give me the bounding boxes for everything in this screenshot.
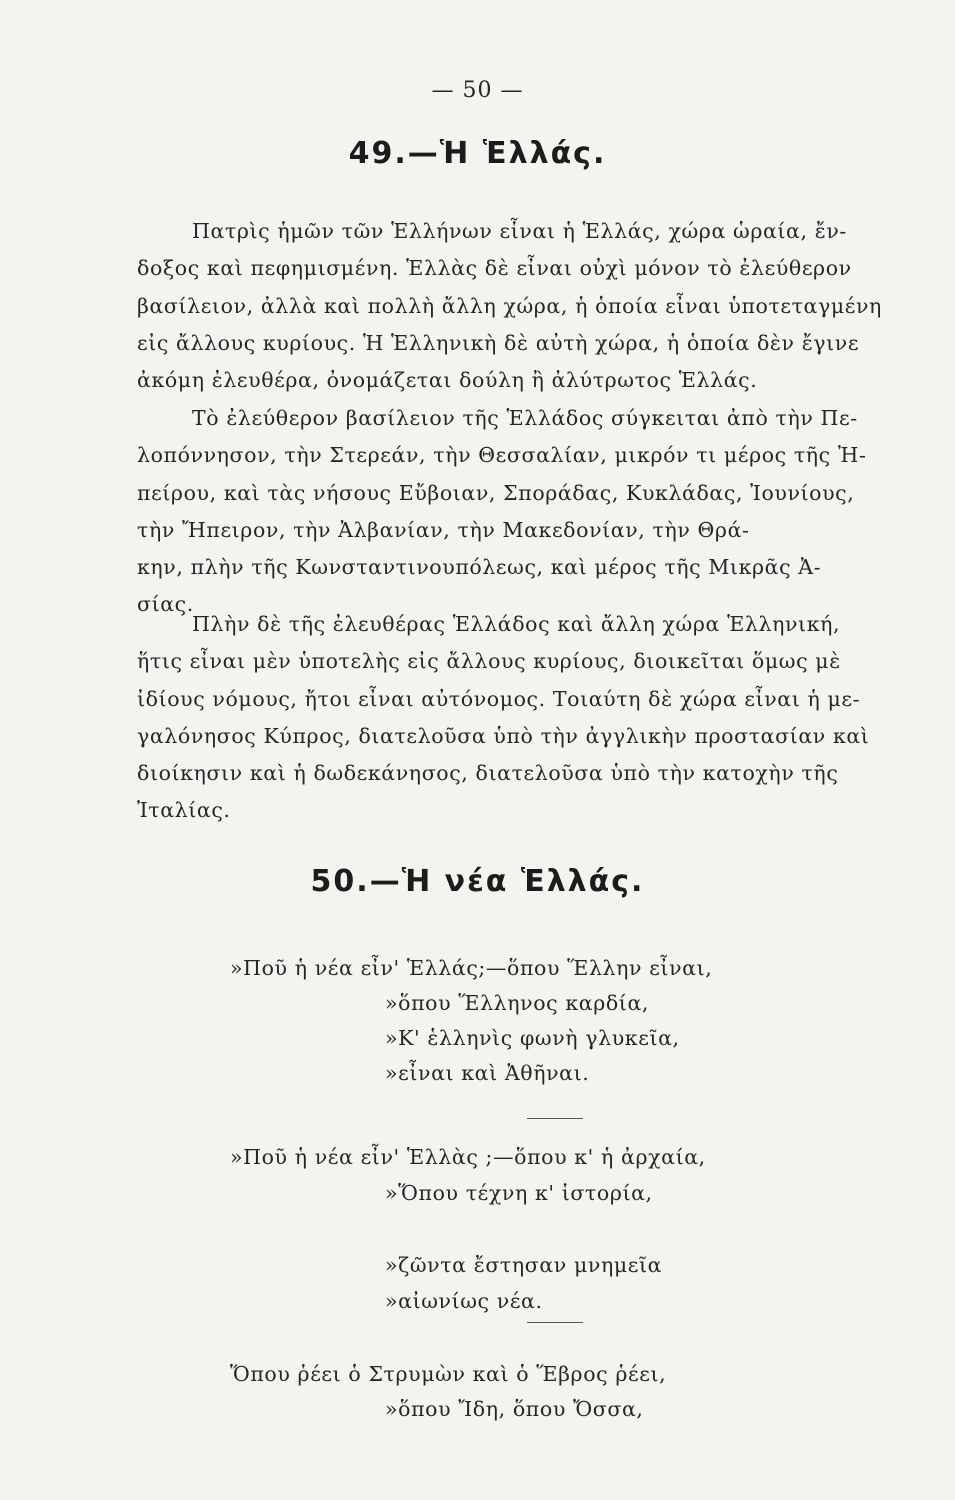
text-line: δοξος καὶ πεφημισμένη. Ἑλλὰς δὲ εἶναι οὐχὶ μόνον τὸ ἐλεύθερον [137,256,852,281]
text-line: κην, πλὴν τῆς Κωνσταντινουπόλεως, καὶ μέρος τῆς Μικρᾶς Ἀ- [137,555,822,580]
stanza-divider [527,1118,583,1119]
verse-line: »εἶναι καὶ Ἀθῆναι. [385,1061,590,1085]
text-line: Πλὴν δὲ τῆς ἐλευθέρας Ἑλλάδος καὶ ἄλλη χώρα Ἑλληνική, [192,612,841,636]
verse-line: »αἰωνίως νέα. [385,1289,543,1313]
verse-line: »ζῶντα ἔστησαν μνημεῖα [385,1253,663,1277]
section-49-paragraph-1 [137,213,907,399]
text-line: πείρου, καὶ τὰς νήσους Εὔβοιαν, Σποράδας, Κυκλάδας, Ἰουνίους, [137,480,855,505]
text-line: ἥτις εἶναι μὲν ὑποτελὴς εἰς ἄλλους κυρίους, διοικεῖται ὅμως μὲ [137,649,841,674]
page-number: — 50 — [431,78,524,103]
text-line: βασίλειον, ἀλλὰ καὶ πολλὴ ἄλλη χώρα, ἡ ὁποία εἶναι ὑποτεταγμένη [137,293,882,318]
section-50-heading: 50.—Ἡ νέα Ἑλλάς. [310,864,645,899]
section-49-paragraph-3 [137,606,907,830]
text-line: ἀκόμη ἐλευθέρα, ὀνομάζεται δούλη ἢ ἀλύτρωτος Ἑλλάς. [137,368,758,393]
verse-line: »ὅπου Ἕλληνος καρδία, [385,991,650,1015]
text-line: Πατρὶς ἡμῶν τῶν Ἑλλήνων εἶναι ἡ Ἑλλάς, χώρα ὡραία, ἔν- [192,219,847,243]
text-line: σίας. [137,592,194,617]
text-line: διοίκησιν καὶ ἡ δωδεκάνησος, διατελοῦσα ὑπὸ τὴν κατοχὴν τῆς [137,761,839,786]
text-line: εἰς ἄλλους κυρίους. Ἡ Ἑλληνικὴ δὲ αὐτὴ χώρα, ἡ ὁποία δὲν ἔγινε [137,330,860,355]
verse-line: »Ποῦ ἡ νέα εἶν' Ἑλλάς;—ὅπου Ἕλλην εἶναι, [230,956,713,980]
verse-line: »ὅπου Ἴδη, ὅπου Ὄσσα, [385,1397,644,1421]
text-line: ἰδίους νόμους, ἤτοι εἶναι αὐτόνομος. Τοιαύτη δὲ χώρα εἶναι ἡ με- [137,686,861,711]
verse-line: »Ποῦ ἡ νέα εἶν' Ἑλλὰς ;—ὅπου κ' ἡ ἀρχαία, [230,1145,706,1169]
text-line: γαλόνησος Κύπρος, διατελοῦσα ὑπὸ τὴν ἀγγλικὴν προστασίαν καὶ [137,723,870,748]
verse-line: Ὅπου ῥέει ὁ Στρυμὼν καὶ ὁ Ἕβρος ῥέει, [230,1362,667,1386]
section-49-paragraph-2 [137,400,907,624]
section-49-heading: 49.—Ἡ Ἑλλάς. [348,136,607,171]
text-line: Τὸ ἐλεύθερον βασίλειον τῆς Ἑλλάδος σύγκειται ἀπὸ τὴν Πε- [192,406,858,430]
text-line: λοπόννησον, τὴν Στερεάν, τὴν Θεσσαλίαν, μικρόν τι μέρος τῆς Ἠ- [137,443,867,468]
text-line: τὴν Ἤπειρον, τὴν Ἀλβανίαν, τὴν Μακεδονίαν, τὴν Θρά- [137,517,750,542]
verse-line: »Κ' ἑλληνὶς φωνὴ γλυκεῖα, [385,1026,680,1050]
stanza-divider [527,1322,583,1323]
text-line: Ἰταλίας. [137,798,231,823]
verse-line: »Ὅπου τέχνη κ' ἱστορία, [385,1181,653,1205]
